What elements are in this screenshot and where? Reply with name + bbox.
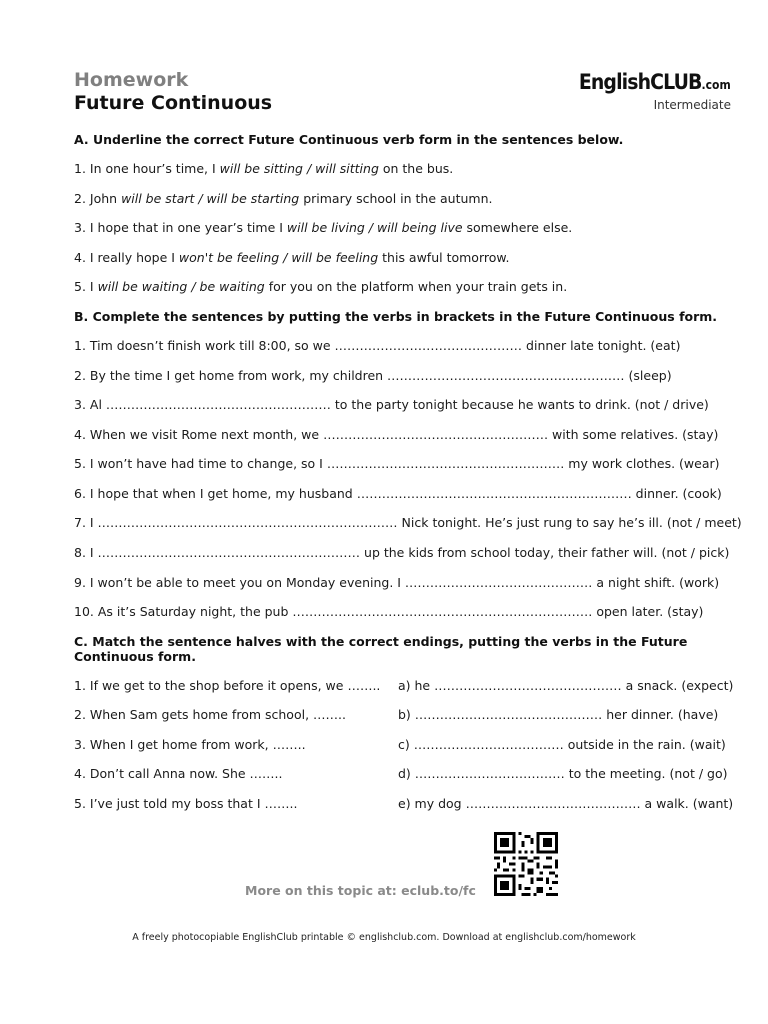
section-c-heading: C. Match the sentence halves with the correct endings, putting the verbs in the Future Continuous form. (74, 634, 688, 664)
item-options: will be waiting / be waiting (97, 279, 265, 294)
section-a-item (74, 191, 492, 206)
section-c-left-item: 2. When Sam gets home from school, …….. (74, 707, 346, 722)
section-c-left-item: 1. If we get to the shop before it opens, we …….. (74, 678, 381, 693)
section-b-item: 10. As it’s Saturday night, the pub ……………………………………………………………… open later. (stay) (74, 604, 704, 619)
item-text: on the bus. (378, 161, 454, 176)
section-a-item (74, 161, 453, 176)
logo-text: EnglishCLUB (579, 70, 702, 94)
section-a-item (74, 250, 509, 265)
section-b-item: 1. Tim doesn’t finish work till 8:00, so we ……………………………………… dinner late tonight. (eat) (74, 338, 681, 353)
homework-label: Homework (74, 69, 189, 91)
item-options: will be living / will being live (286, 220, 463, 235)
item-text: 1. In one hour’s time, I (74, 161, 220, 176)
item-text: primary school in the autumn. (299, 191, 493, 206)
section-b-item: 2. By the time I get home from work, my children ………………………………………………… (sleep) (74, 368, 672, 383)
logo-wordmark (579, 70, 731, 97)
more-on-topic-link[interactable]: More on this topic at: eclub.to/fc (245, 883, 476, 898)
section-c-right-item: e) my dog …………………………………… a walk. (want) (398, 796, 734, 811)
item-text: somewhere else. (462, 220, 573, 235)
section-a-heading: A. Underline the correct Future Continuous verb form in the sentences below. (74, 132, 624, 147)
englishclub-logo (562, 70, 731, 112)
item-text: 3. I hope that in one year’s time I (74, 220, 287, 235)
level-label: Intermediate (653, 98, 731, 112)
section-c-right-item: c) ……………………………… outside in the rain. (wait) (398, 737, 726, 752)
section-a-item (74, 279, 567, 294)
item-text: 4. I really hope I (74, 250, 179, 265)
section-b-item: 8. I ……………………………………………………… up the kids from school today, their father will. (not / pick) (74, 545, 730, 560)
logo-suffix: .com (701, 78, 731, 92)
page-title: Future Continuous (74, 92, 273, 114)
section-b-item: 3. Al ……………………………………………… to the party tonight because he wants to drink. (not / drive) (74, 397, 709, 412)
item-options: will be start / will be starting (121, 191, 300, 206)
section-c-left-item: 5. I’ve just told my boss that I …….. (74, 796, 298, 811)
section-c-right-item: a) he ……………………………………… a snack. (expect) (398, 678, 734, 693)
section-b-item: 4. When we visit Rome next month, we ……………………………………………… with some relatives. (stay) (74, 427, 719, 442)
footer-note: A freely photocopiable EnglishClub printable © englishclub.com. Download at englishclub.com/homework (132, 932, 636, 943)
section-c-right-item: b) ……………………………………… her dinner. (have) (398, 707, 719, 722)
section-b-heading: B. Complete the sentences by putting the verbs in brackets in the Future Continuous form. (74, 309, 718, 324)
section-c-left-item: 4. Don’t call Anna now. She …….. (74, 766, 283, 781)
qr-code (494, 832, 558, 896)
header (74, 69, 272, 115)
section-c-right-item: d) ……………………………… to the meeting. (not / go) (398, 766, 728, 781)
item-text: 5. I (74, 279, 98, 294)
section-c-left-item: 3. When I get home from work, …….. (74, 737, 306, 752)
item-text: 2. John (74, 191, 122, 206)
section-b-item: 7. I ……………………………………………………………… Nick tonight. He’s just rung to say he’s ill. (not / meet) (74, 515, 742, 530)
section-b-item: 9. I won’t be able to meet you on Monday evening. I ……………………………………… a night shift. (work) (74, 575, 720, 590)
item-options: will be sitting / will sitting (219, 161, 379, 176)
section-a-item (74, 220, 572, 235)
item-options: won't be feeling / will be feeling (178, 250, 379, 265)
item-text: this awful tomorrow. (378, 250, 510, 265)
section-b-item: 5. I won’t have had time to change, so I ………………………………………………… my work clothes. (wear) (74, 456, 720, 471)
section-b-item: 6. I hope that when I get home, my husband ………………………………………………………… dinner. (cook) (74, 486, 722, 501)
item-text: for you on the platform when your train gets in. (264, 279, 568, 294)
